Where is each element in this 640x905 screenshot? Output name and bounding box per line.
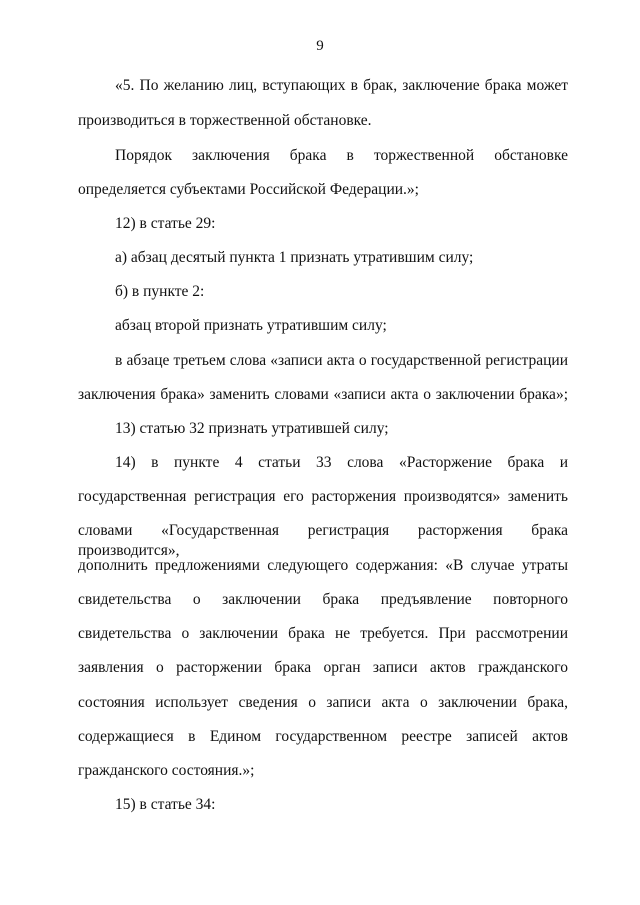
text-line: свидетельства о заключении брака предъявление повторного — [78, 591, 568, 608]
text-line: содержащиеся в Едином государственном реестре записей актов — [78, 728, 568, 745]
text-line: Порядок заключения брака в торжественной обстановке — [115, 147, 568, 164]
text-line: б) в пункте 2: — [115, 283, 205, 300]
text-line: заявления о расторжении брака орган записи актов гражданского — [78, 659, 568, 676]
text-line: в абзаце третьем слова «записи акта о государственной регистрации — [115, 352, 568, 369]
page-number: 9 — [316, 38, 324, 54]
text-line: дополнить предложениями следующего содержания: «В случае утраты — [78, 557, 568, 574]
text-line: свидетельства о заключении брака не требуется. При рассмотрении — [78, 625, 568, 642]
text-line: гражданского состояния.»; — [78, 762, 255, 779]
text-line: абзац второй признать утратившим силу; — [115, 317, 387, 334]
text-line: «5. По желанию лиц, вступающих в брак, заключение брака может — [115, 77, 568, 94]
text-line: 15) в статье 34: — [115, 796, 216, 813]
text-line: определяется субъектами Российской Федерации.»; — [78, 181, 419, 198]
text-line: 14) в пункте 4 статьи 33 слова «Расторжение брака и — [115, 454, 568, 471]
text-line: производиться в торжественной обстановке. — [78, 112, 372, 129]
text-line: а) абзац десятый пункта 1 признать утратившим силу; — [115, 249, 474, 266]
text-line: государственная регистрация его расторжения производятся» заменить — [78, 488, 568, 505]
text-line: 12) в статье 29: — [115, 215, 216, 232]
text-line: заключения брака» заменить словами «записи акта о заключении брака»; — [78, 386, 568, 403]
text-line: словами «Государственная регистрация расторжения брака производится», — [78, 522, 568, 559]
text-line: 13) статью 32 признать утратившей силу; — [115, 420, 389, 437]
text-line: состояния использует сведения о записи акта о заключении брака, — [78, 694, 568, 711]
